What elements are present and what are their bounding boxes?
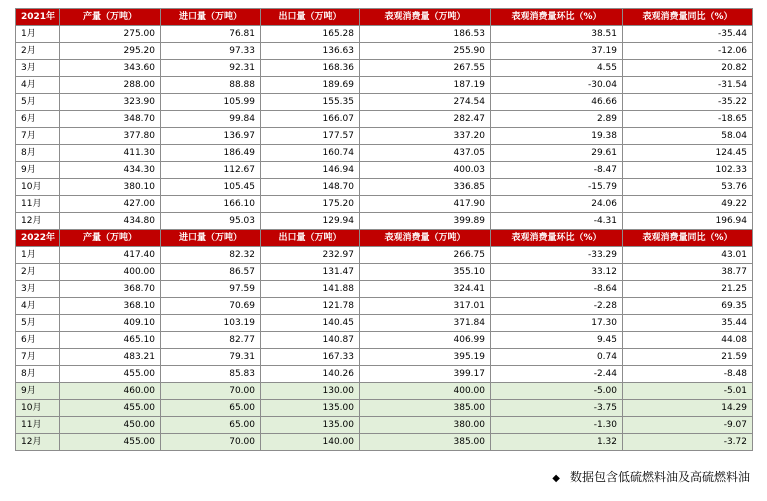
value-cell: 400.03 (360, 162, 491, 179)
value-cell: 53.76 (623, 179, 753, 196)
value-cell: 275.00 (60, 26, 161, 43)
value-cell: 136.63 (261, 43, 360, 60)
value-cell: 377.80 (60, 128, 161, 145)
table-row (16, 213, 753, 230)
value-cell: -2.28 (491, 298, 623, 315)
value-cell: 266.75 (360, 247, 491, 264)
value-cell: -15.79 (491, 179, 623, 196)
month-cell: 6月 (16, 332, 60, 349)
value-cell: 165.28 (261, 26, 360, 43)
value-cell: 131.47 (261, 264, 360, 281)
table-row (16, 281, 753, 298)
value-cell: -2.44 (491, 366, 623, 383)
value-cell: 135.00 (261, 400, 360, 417)
value-cell: 43.01 (623, 247, 753, 264)
value-cell: 136.97 (161, 128, 261, 145)
column-header: 表观消费量同比（%） (623, 9, 753, 26)
month-cell: 1月 (16, 26, 60, 43)
value-cell: 46.66 (491, 94, 623, 111)
value-cell: 38.51 (491, 26, 623, 43)
value-cell: 82.77 (161, 332, 261, 349)
table-row (16, 196, 753, 213)
column-header: 出口量（万吨） (261, 230, 360, 247)
value-cell: 409.10 (60, 315, 161, 332)
month-cell: 12月 (16, 213, 60, 230)
value-cell: 129.94 (261, 213, 360, 230)
value-cell: 399.17 (360, 366, 491, 383)
table-row (16, 111, 753, 128)
table-row (16, 179, 753, 196)
value-cell: 79.31 (161, 349, 261, 366)
section-header-row (16, 230, 753, 247)
value-cell: 121.78 (261, 298, 360, 315)
table-row (16, 400, 753, 417)
value-cell: -3.75 (491, 400, 623, 417)
value-cell: 255.90 (360, 43, 491, 60)
month-cell: 11月 (16, 196, 60, 213)
month-cell: 8月 (16, 366, 60, 383)
month-cell: 10月 (16, 179, 60, 196)
value-cell: 385.00 (360, 400, 491, 417)
table-row (16, 298, 753, 315)
value-cell: 105.45 (161, 179, 261, 196)
month-cell: 7月 (16, 128, 60, 145)
table-row (16, 264, 753, 281)
value-cell: 76.81 (161, 26, 261, 43)
table-row (16, 128, 753, 145)
month-cell: 3月 (16, 60, 60, 77)
value-cell: 82.32 (161, 247, 261, 264)
value-cell: 112.67 (161, 162, 261, 179)
value-cell: 160.74 (261, 145, 360, 162)
value-cell: 99.84 (161, 111, 261, 128)
value-cell: 141.88 (261, 281, 360, 298)
year-label: 2021年 (16, 9, 60, 26)
month-cell: 2月 (16, 43, 60, 60)
value-cell: 166.07 (261, 111, 360, 128)
table-row (16, 162, 753, 179)
value-cell: -31.54 (623, 77, 753, 94)
value-cell: 95.03 (161, 213, 261, 230)
value-cell: 70.00 (161, 434, 261, 451)
value-cell: 450.00 (60, 417, 161, 434)
value-cell: 417.90 (360, 196, 491, 213)
value-cell: 274.54 (360, 94, 491, 111)
value-cell: 434.80 (60, 213, 161, 230)
value-cell: 343.60 (60, 60, 161, 77)
month-cell: 9月 (16, 162, 60, 179)
table-row (16, 349, 753, 366)
value-cell: 355.10 (360, 264, 491, 281)
value-cell: 88.88 (161, 77, 261, 94)
month-cell: 9月 (16, 383, 60, 400)
value-cell: 21.59 (623, 349, 753, 366)
value-cell: 140.00 (261, 434, 360, 451)
value-cell: 323.90 (60, 94, 161, 111)
value-cell: 400.00 (360, 383, 491, 400)
value-cell: 282.47 (360, 111, 491, 128)
value-cell: 37.19 (491, 43, 623, 60)
table-row (16, 94, 753, 111)
value-cell: 177.57 (261, 128, 360, 145)
value-cell: 0.74 (491, 349, 623, 366)
value-cell: 140.45 (261, 315, 360, 332)
value-cell: 317.01 (360, 298, 491, 315)
value-cell: 4.55 (491, 60, 623, 77)
value-cell: 427.00 (60, 196, 161, 213)
value-cell: 411.30 (60, 145, 161, 162)
value-cell: 460.00 (60, 383, 161, 400)
value-cell: -3.72 (623, 434, 753, 451)
column-header: 进口量（万吨） (161, 9, 261, 26)
value-cell: -8.48 (623, 366, 753, 383)
value-cell: -8.47 (491, 162, 623, 179)
month-cell: 4月 (16, 298, 60, 315)
value-cell: 24.06 (491, 196, 623, 213)
diamond-icon: ◆ (552, 473, 560, 484)
table-row (16, 60, 753, 77)
value-cell: -12.06 (623, 43, 753, 60)
value-cell: 97.59 (161, 281, 261, 298)
value-cell: 455.00 (60, 366, 161, 383)
value-cell: 20.82 (623, 60, 753, 77)
value-cell: -8.64 (491, 281, 623, 298)
table-row (16, 383, 753, 400)
value-cell: 140.87 (261, 332, 360, 349)
value-cell: 65.00 (161, 417, 261, 434)
value-cell: 385.00 (360, 434, 491, 451)
value-cell: 417.40 (60, 247, 161, 264)
column-header: 表观消费量（万吨） (360, 9, 491, 26)
value-cell: 380.10 (60, 179, 161, 196)
value-cell: 33.12 (491, 264, 623, 281)
value-cell: 168.36 (261, 60, 360, 77)
value-cell: 86.57 (161, 264, 261, 281)
value-cell: 455.00 (60, 400, 161, 417)
table-row (16, 366, 753, 383)
table-row (16, 26, 753, 43)
value-cell: -5.00 (491, 383, 623, 400)
value-cell: 400.00 (60, 264, 161, 281)
value-cell: 1.32 (491, 434, 623, 451)
month-cell: 6月 (16, 111, 60, 128)
month-cell: 2月 (16, 264, 60, 281)
value-cell: 146.94 (261, 162, 360, 179)
value-cell: 166.10 (161, 196, 261, 213)
table-row (16, 434, 753, 451)
value-cell: 105.99 (161, 94, 261, 111)
value-cell: 380.00 (360, 417, 491, 434)
month-cell: 1月 (16, 247, 60, 264)
table-row (16, 145, 753, 162)
value-cell: 135.00 (261, 417, 360, 434)
value-cell: 371.84 (360, 315, 491, 332)
value-cell: 58.04 (623, 128, 753, 145)
column-header: 表观消费量同比（%） (623, 230, 753, 247)
value-cell: 70.69 (161, 298, 261, 315)
year-label: 2022年 (16, 230, 60, 247)
value-cell: 437.05 (360, 145, 491, 162)
month-cell: 8月 (16, 145, 60, 162)
value-cell: 21.25 (623, 281, 753, 298)
value-cell: 434.30 (60, 162, 161, 179)
table-row (16, 315, 753, 332)
month-cell: 3月 (16, 281, 60, 298)
value-cell: 336.85 (360, 179, 491, 196)
value-cell: 92.31 (161, 60, 261, 77)
value-cell: 49.22 (623, 196, 753, 213)
month-cell: 12月 (16, 434, 60, 451)
value-cell: 288.00 (60, 77, 161, 94)
footnote (552, 468, 750, 485)
value-cell: 102.33 (623, 162, 753, 179)
value-cell: 2.89 (491, 111, 623, 128)
value-cell: 196.94 (623, 213, 753, 230)
value-cell: -5.01 (623, 383, 753, 400)
value-cell: 35.44 (623, 315, 753, 332)
value-cell: 295.20 (60, 43, 161, 60)
column-header: 进口量（万吨） (161, 230, 261, 247)
value-cell: 140.26 (261, 366, 360, 383)
table-row (16, 77, 753, 94)
column-header: 表观消费量环比（%） (491, 230, 623, 247)
value-cell: 399.89 (360, 213, 491, 230)
value-cell: 130.00 (261, 383, 360, 400)
value-cell: -35.44 (623, 26, 753, 43)
value-cell: -9.07 (623, 417, 753, 434)
month-cell: 4月 (16, 77, 60, 94)
footnote-text: 数据包含低硫燃料油及高硫燃料油 (569, 470, 750, 484)
value-cell: 97.33 (161, 43, 261, 60)
value-cell: 19.38 (491, 128, 623, 145)
month-cell: 10月 (16, 400, 60, 417)
value-cell: 69.35 (623, 298, 753, 315)
value-cell: -33.29 (491, 247, 623, 264)
value-cell: -1.30 (491, 417, 623, 434)
month-cell: 5月 (16, 315, 60, 332)
month-cell: 7月 (16, 349, 60, 366)
value-cell: 44.08 (623, 332, 753, 349)
value-cell: -35.22 (623, 94, 753, 111)
value-cell: 187.19 (360, 77, 491, 94)
column-header: 表观消费量环比（%） (491, 9, 623, 26)
month-cell: 5月 (16, 94, 60, 111)
value-cell: 368.10 (60, 298, 161, 315)
value-cell: 232.97 (261, 247, 360, 264)
value-cell: 155.35 (261, 94, 360, 111)
value-cell: 189.69 (261, 77, 360, 94)
section-header-row (16, 9, 753, 26)
value-cell: 324.41 (360, 281, 491, 298)
value-cell: 103.19 (161, 315, 261, 332)
value-cell: 465.10 (60, 332, 161, 349)
value-cell: -30.04 (491, 77, 623, 94)
value-cell: 124.45 (623, 145, 753, 162)
column-header: 出口量（万吨） (261, 9, 360, 26)
table-row (16, 43, 753, 60)
value-cell: 483.21 (60, 349, 161, 366)
column-header: 产量（万吨） (60, 230, 161, 247)
value-cell: 395.19 (360, 349, 491, 366)
value-cell: -18.65 (623, 111, 753, 128)
fuel-oil-balance-table (15, 8, 753, 451)
value-cell: 38.77 (623, 264, 753, 281)
table-row (16, 247, 753, 264)
value-cell: -4.31 (491, 213, 623, 230)
value-cell: 85.83 (161, 366, 261, 383)
value-cell: 9.45 (491, 332, 623, 349)
table-row (16, 332, 753, 349)
value-cell: 14.29 (623, 400, 753, 417)
value-cell: 186.53 (360, 26, 491, 43)
column-header: 表观消费量（万吨） (360, 230, 491, 247)
value-cell: 368.70 (60, 281, 161, 298)
value-cell: 167.33 (261, 349, 360, 366)
value-cell: 348.70 (60, 111, 161, 128)
value-cell: 65.00 (161, 400, 261, 417)
value-cell: 455.00 (60, 434, 161, 451)
value-cell: 70.00 (161, 383, 261, 400)
value-cell: 148.70 (261, 179, 360, 196)
column-header: 产量（万吨） (60, 9, 161, 26)
value-cell: 406.99 (360, 332, 491, 349)
value-cell: 186.49 (161, 145, 261, 162)
value-cell: 267.55 (360, 60, 491, 77)
value-cell: 175.20 (261, 196, 360, 213)
month-cell: 11月 (16, 417, 60, 434)
value-cell: 29.61 (491, 145, 623, 162)
value-cell: 337.20 (360, 128, 491, 145)
value-cell: 17.30 (491, 315, 623, 332)
table-row (16, 417, 753, 434)
